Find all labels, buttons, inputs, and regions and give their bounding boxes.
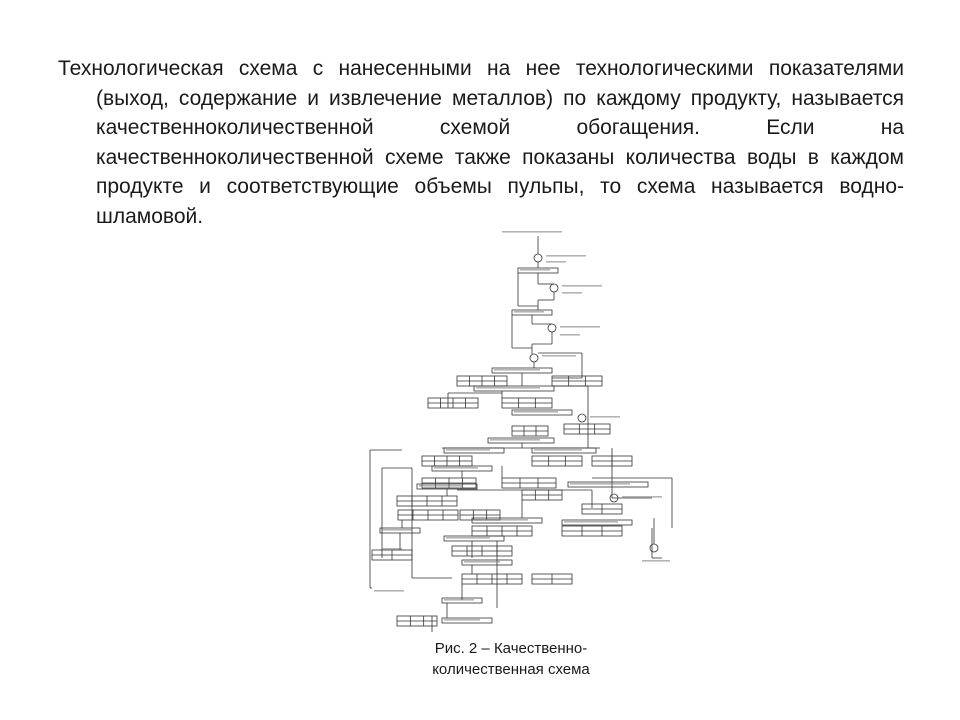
flow-label-mark xyxy=(562,292,582,294)
flow-label-mark xyxy=(542,355,576,357)
flow-label-mark xyxy=(534,449,582,451)
flow-label-mark xyxy=(419,485,463,487)
flow-label-mark xyxy=(446,537,490,539)
flow-screen-node xyxy=(534,254,542,262)
flow-label-mark xyxy=(446,449,490,451)
flow-label-mark xyxy=(474,519,528,521)
flow-label-mark xyxy=(546,255,586,257)
flow-label-mark xyxy=(642,560,670,562)
flow-label-mark xyxy=(560,326,600,328)
flow-label-mark xyxy=(514,311,544,313)
flow-label-mark xyxy=(562,285,602,287)
paragraph-text: Технологическая схема с нанесенными на нее технологическими показателями (выход, содержание и извлечение металлов) по каждому продукту, называется качественноколичественной схемой обогащения. Если на качественноколичественной схеме также показаны количества воды в каждом продукте и соответствующие объемы пульпы, то схема называется водно-шламовой. xyxy=(58,57,904,228)
flow-label-mark xyxy=(570,483,630,485)
flow-label-mark xyxy=(546,261,566,263)
flowsheet-svg xyxy=(352,228,678,632)
figure-caption xyxy=(380,638,642,680)
flow-label-mark xyxy=(494,369,540,371)
flow-label-mark xyxy=(490,439,540,441)
flow-label-mark xyxy=(382,548,402,550)
flow-label-mark xyxy=(502,231,562,233)
flow-label-mark xyxy=(622,496,662,498)
flow-label-mark xyxy=(520,269,550,271)
flow-label-mark xyxy=(374,590,404,592)
flowsheet-diagram xyxy=(352,228,678,632)
flow-label-mark xyxy=(382,529,412,531)
flow-label-mark xyxy=(444,619,480,621)
caption-line-1: Рис. 2 – Качественно- xyxy=(434,640,588,657)
flow-label-mark xyxy=(434,467,478,469)
flow-label-mark xyxy=(564,521,618,523)
flow-screen-node xyxy=(550,284,558,292)
flow-label-mark xyxy=(444,599,474,601)
flow-screen-node xyxy=(548,324,556,332)
flow-screen-node xyxy=(578,414,586,422)
flow-label-mark xyxy=(476,387,540,389)
flow-label-mark xyxy=(560,334,580,336)
flow-label-mark xyxy=(590,416,620,418)
flow-screen-node xyxy=(650,544,658,552)
flow-screen-node xyxy=(530,354,538,362)
caption-line-2: количественная схема xyxy=(432,661,590,678)
body-paragraph xyxy=(58,54,904,231)
flow-label-mark xyxy=(514,411,558,413)
flow-label-mark xyxy=(464,561,500,563)
